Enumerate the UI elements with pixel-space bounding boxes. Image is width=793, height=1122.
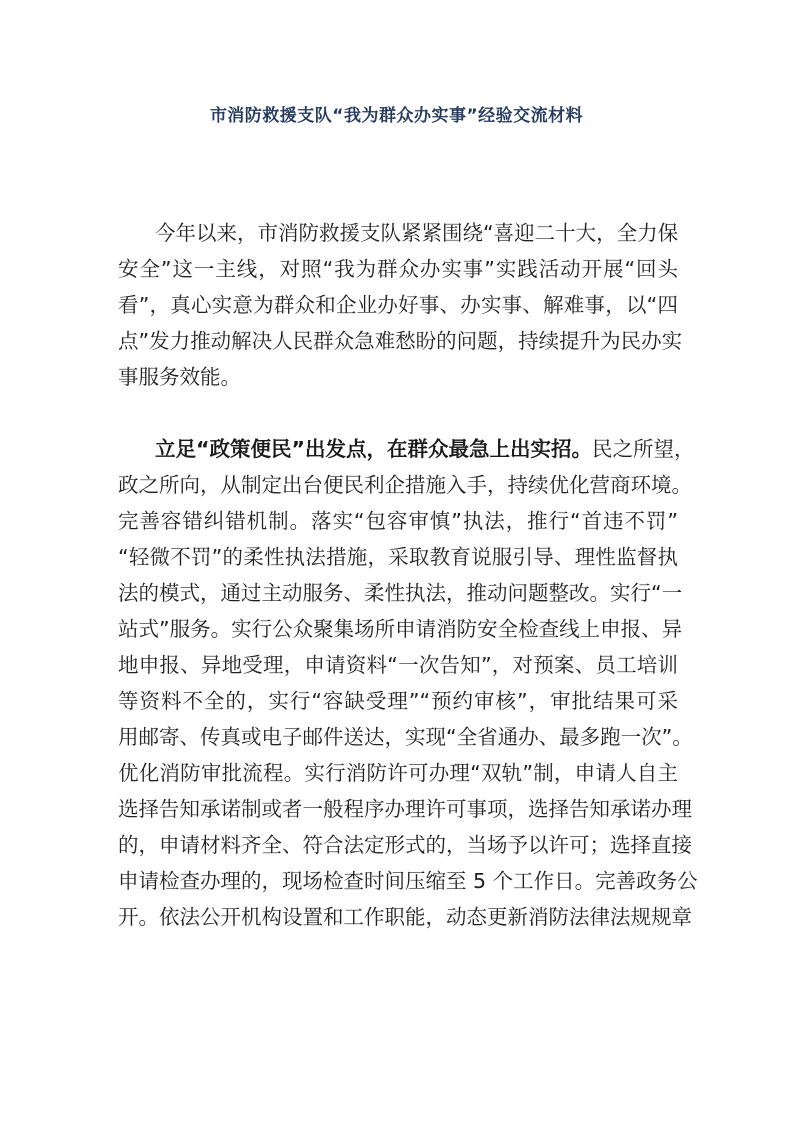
text-line: “轻微不罚”的柔性执法措施，采取教育说服引导、理性监督执 — [118, 545, 678, 569]
text-line: 等资料不全的，实行“容缺受理”“预约审核”，审批结果可采 — [118, 689, 678, 713]
text-line: 政之所向，从制定出台便民利企措施入手，持续优化营商环境。 — [118, 473, 692, 497]
text-line: 选择告知承诺制或者一般程序办理许可事项，选择告知承诺办理 — [118, 797, 692, 821]
section-heading: 立足“政策便民”出发点，在群众最急上出实招。 — [155, 437, 592, 461]
text-line: 事服务效能。 — [118, 365, 241, 389]
text-line: 法的模式，通过主动服务、柔性执法，推动问题整改。实行“一 — [118, 581, 683, 605]
document-title: 市消防救援支队“我为群众办实事”经验交流材料 — [209, 106, 584, 126]
text-line — [155, 431, 695, 467]
text-line: 安全”这一主线，对照“我为群众办实事”实践活动开展“回头 — [118, 257, 678, 281]
text-line: 今年以来，市消防救援支队紧紧围绕“喜迎二十大，全力保 — [155, 221, 679, 245]
text-line: 看”，真心实意为群众和企业办好事、办实事、解难事，以“四 — [118, 293, 678, 317]
text-line: 点”发力推动解决人民群众急难愁盼的问题，持续提升为民办实 — [118, 329, 683, 353]
text-line: 地申报、异地受理，申请资料“一次告知”，对预案、员工培训 — [118, 653, 678, 677]
text-line: 优化消防审批流程。实行消防许可办理“双轨”制，申请人自主 — [118, 761, 678, 785]
text-line: 申请检查办理的，现场检查时间压缩至 5 个工作日。完善政务公 — [118, 869, 698, 893]
text-line: 完善容错纠错机制。落实“包容审慎”执法，推行“首违不罚” — [118, 509, 678, 533]
text-line: 开。依法公开机构设置和工作职能，动态更新消防法律法规规章 — [118, 905, 692, 929]
text-line: 用邮寄、传真或电子邮件送达，实现“全省通办、最多跑一次”。 — [118, 725, 693, 749]
section-heading-continuation: 民之所望， — [591, 437, 695, 461]
text-line: 的，申请材料齐全、符合法定形式的，当场予以许可；选择直接 — [118, 833, 692, 857]
text-line: 站式”服务。实行公众聚集场所申请消防安全检查线上申报、异 — [118, 617, 683, 641]
